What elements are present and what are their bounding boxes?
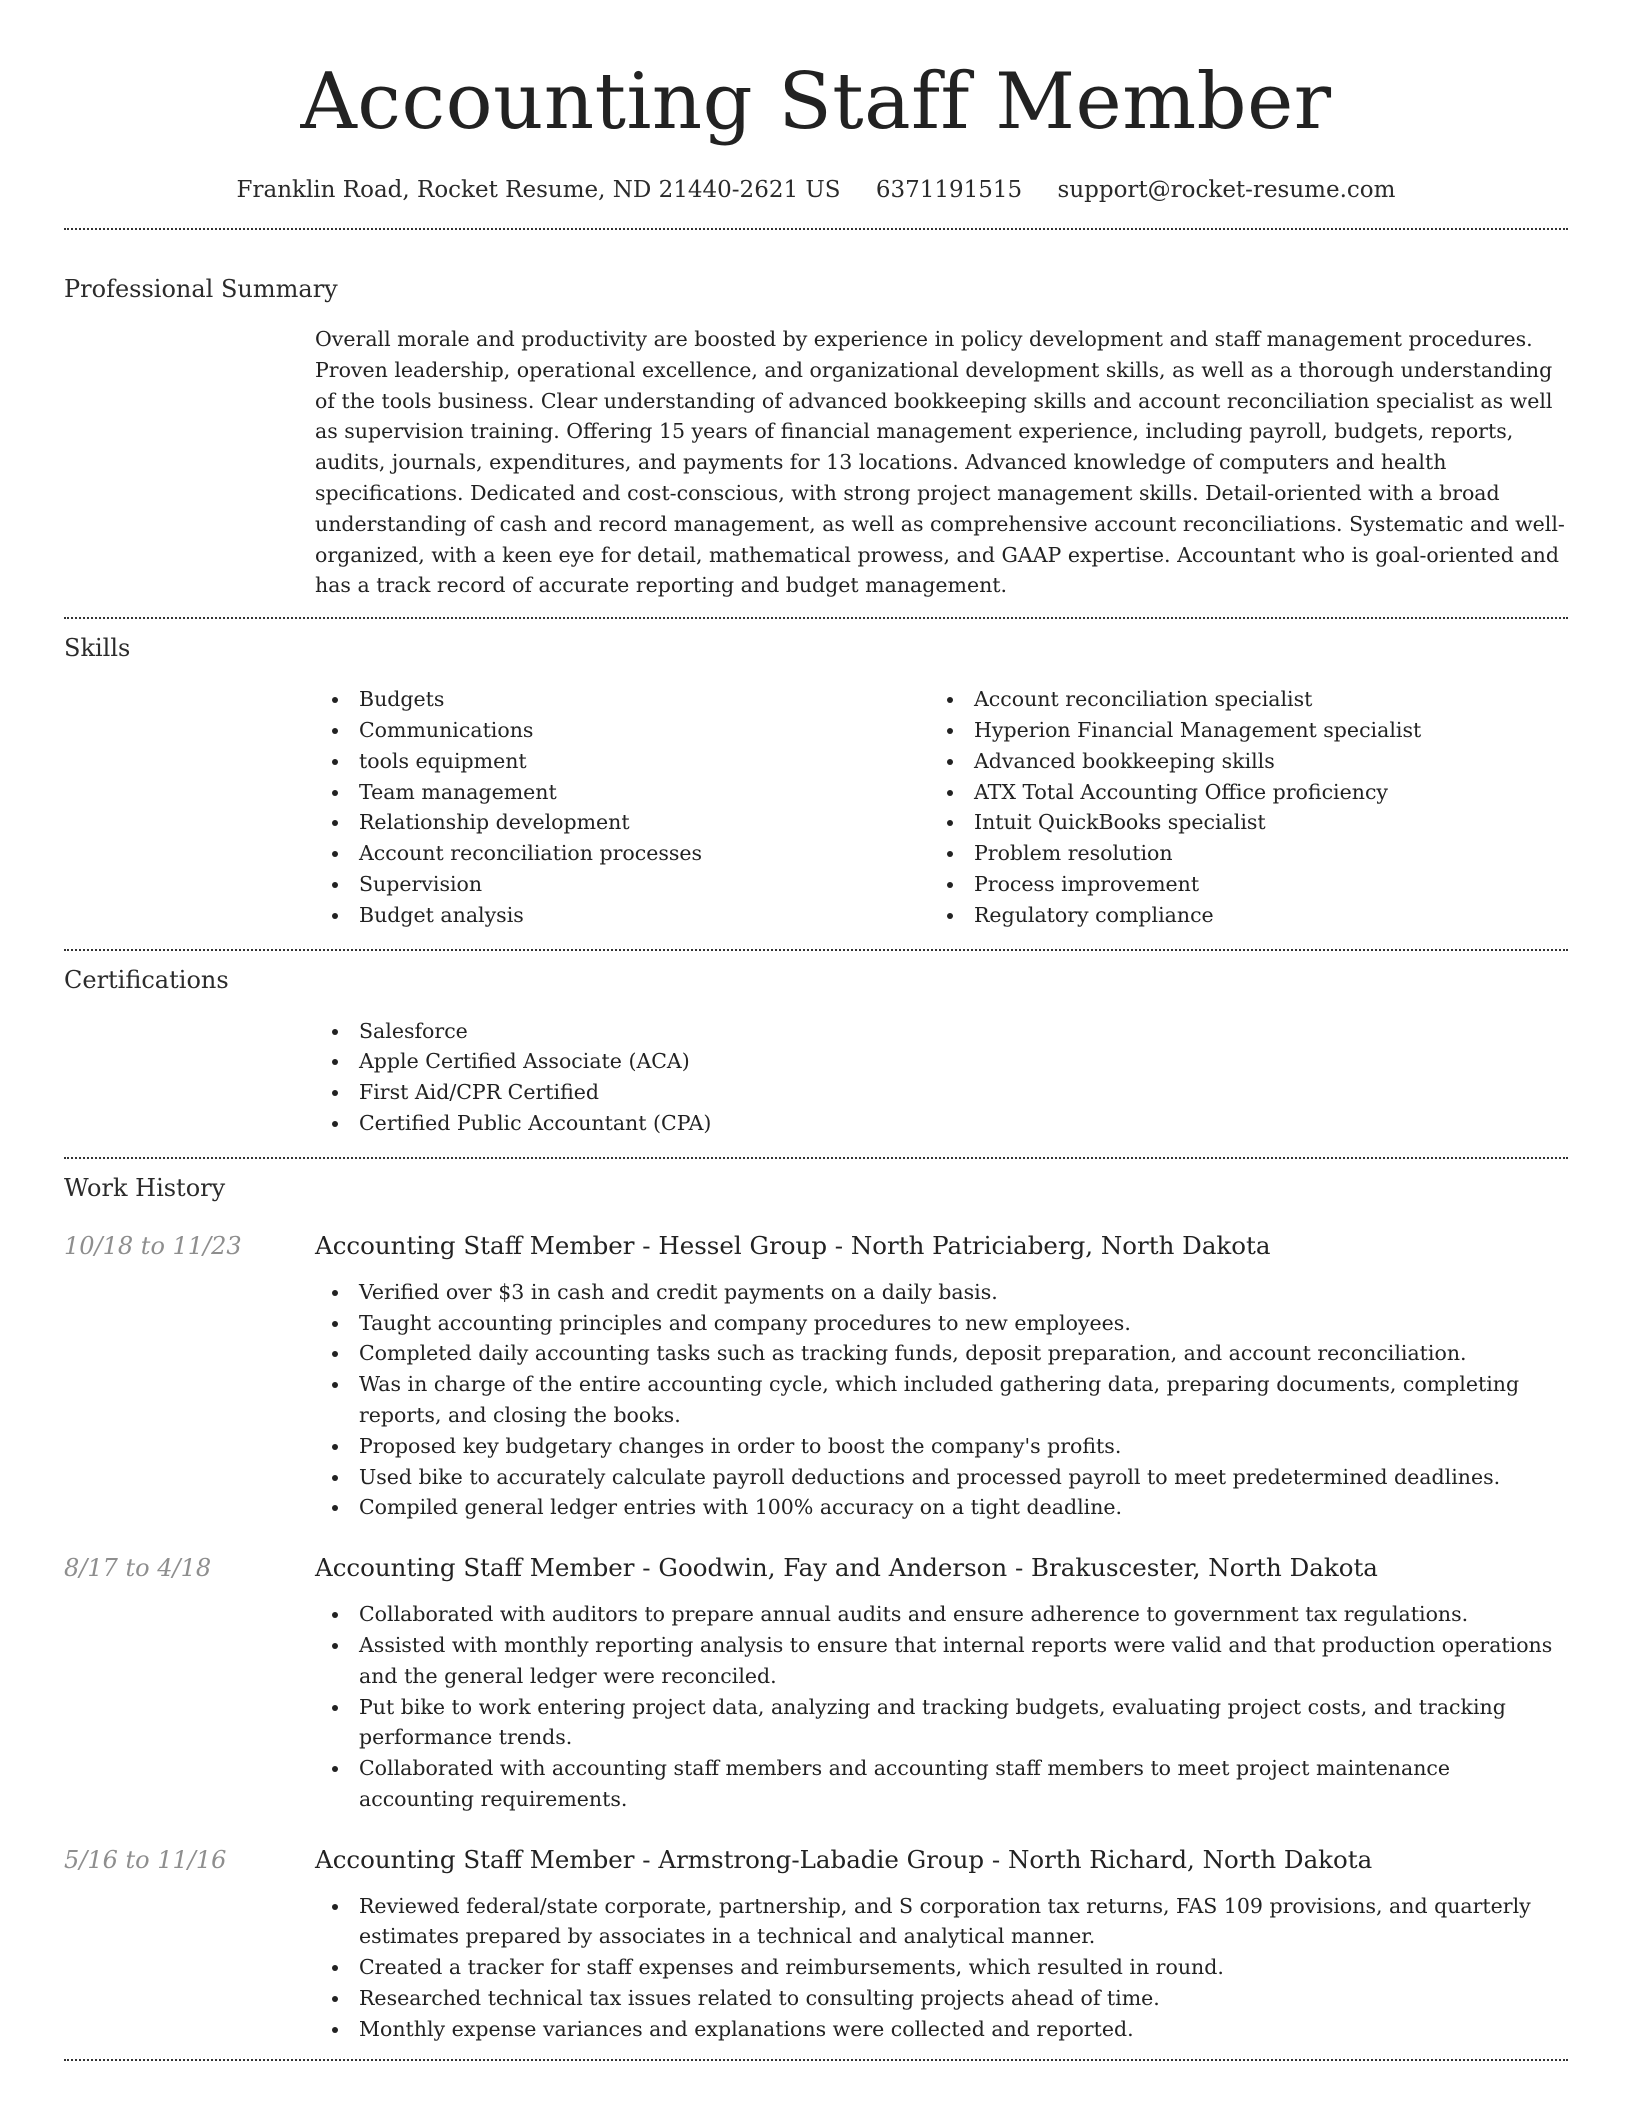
certifications-list — [315, 1016, 1568, 1139]
address: Franklin Road, Rocket Resume, ND 21440-2621 US — [236, 177, 841, 203]
job-bullets — [315, 1891, 1568, 2045]
job-bullet: Put bike to work entering project data, analyzing and tracking budgets, evaluating project costs, and tracking performance trends. — [315, 1692, 1568, 1754]
divider — [64, 949, 1568, 951]
job-details — [315, 1229, 1568, 1523]
skills-section — [64, 631, 1568, 930]
job-bullet: Reviewed federal/state corporate, partnership, and S corporation tax returns, FAS 109 provisions, and quarterly estimates prepared by associates in a technical and analytical manner. — [315, 1891, 1568, 1953]
skills-columns — [315, 684, 1568, 930]
skill-item: Problem resolution — [930, 838, 1545, 869]
jobs-container — [64, 1229, 1568, 2045]
skill-item: ATX Total Accounting Office proficiency — [930, 777, 1545, 808]
skill-item: Supervision — [315, 869, 930, 900]
divider — [64, 1157, 1568, 1159]
summary-section — [64, 272, 1568, 601]
skill-item: tools equipment — [315, 746, 930, 777]
divider — [64, 617, 1568, 619]
skill-item: Account reconciliation specialist — [930, 684, 1545, 715]
certification-item: First Aid/CPR Certified — [315, 1077, 1568, 1108]
certifications-section — [64, 963, 1568, 1139]
skill-item: Budgets — [315, 684, 930, 715]
skill-item: Intuit QuickBooks specialist — [930, 807, 1545, 838]
job-entry — [64, 1843, 1568, 2045]
skill-item: Hyperion Financial Management specialist — [930, 715, 1545, 746]
job-bullet: Compiled general ledger entries with 100% accuracy on a tight deadline. — [315, 1492, 1568, 1523]
job-bullet: Monthly expense variances and explanations were collected and reported. — [315, 2014, 1568, 2045]
job-bullet: Created a tracker for staff expenses and reimbursements, which resulted in round. — [315, 1952, 1568, 1983]
job-dates: 8/17 to 4/18 — [64, 1554, 212, 1583]
job-bullet: Was in charge of the entire accounting cycle, which included gathering data, preparing documents, completing reports, and closing the books. — [315, 1369, 1568, 1431]
job-bullet: Completed daily accounting tasks such as tracking funds, deposit preparation, and account reconciliation. — [315, 1338, 1568, 1369]
certification-item: Apple Certified Associate (ACA) — [315, 1046, 1568, 1077]
job-title: Accounting Staff Member - Hessel Group - North Patriciaberg, North Dakota — [315, 1230, 1271, 1260]
skill-item: Advanced bookkeeping skills — [930, 746, 1545, 777]
divider — [64, 228, 1568, 230]
certifications-heading: Certifications — [64, 965, 229, 994]
job-entry — [64, 1551, 1568, 1815]
job-bullet: Verified over $3 in cash and credit payments on a daily basis. — [315, 1277, 1568, 1308]
job-bullets — [315, 1277, 1568, 1523]
work-section — [64, 1171, 1568, 2045]
job-bullet: Researched technical tax issues related to consulting projects ahead of time. — [315, 1983, 1568, 2014]
job-details — [315, 1551, 1568, 1815]
job-dates: 5/16 to 11/16 — [64, 1845, 227, 1874]
skill-item: Communications — [315, 715, 930, 746]
summary-text: Overall morale and productivity are boosted by experience in policy development and staff management procedures. Proven leadership, operational excellence, and organizational development skills, as well as a thorough understanding of the tools business. Clear understanding of advanced bookkeeping skills and account reconciliation specialist as well as supervision training. Offering 15 years of financial management experience, including payroll, budgets, reports, audits, journals, expenditures, and payments for 13 locations. Advanced knowledge of computers and health specifications. Dedicated and cost-conscious, with strong project management skills. Detail-oriented with a broad understanding of cash and record management, as well as comprehensive account reconciliations. Systematic and well-organized, with a keen eye for detail, mathematical prowess, and GAAP expertise. Accountant who is goal-oriented and has a track record of accurate reporting and budget management. — [315, 327, 1565, 598]
skill-item: Process improvement — [930, 869, 1545, 900]
job-bullet: Collaborated with accounting staff members and accounting staff members to meet project maintenance accounting requirements. — [315, 1753, 1568, 1815]
candidate-name: Accounting Staff Member — [300, 57, 1332, 147]
job-bullet: Assisted with monthly reporting analysis to ensure that internal reports were valid and that production operations and the general ledger were reconciled. — [315, 1630, 1568, 1692]
job-bullet: Collaborated with auditors to prepare annual audits and ensure adherence to government tax regulations. — [315, 1599, 1568, 1630]
skills-list-right — [930, 684, 1545, 930]
job-bullet: Taught accounting principles and company procedures to new employees. — [315, 1308, 1568, 1339]
skills-list-left — [315, 684, 930, 930]
work-heading: Work History — [64, 1173, 226, 1202]
skill-item: Budget analysis — [315, 900, 930, 931]
job-dates: 10/18 to 11/23 — [64, 1231, 242, 1260]
divider — [64, 2059, 1568, 2061]
skill-item: Account reconciliation processes — [315, 838, 930, 869]
summary-heading: Professional Summary — [64, 275, 338, 303]
job-details — [315, 1843, 1568, 2045]
contact-line — [64, 172, 1568, 208]
certification-item: Salesforce — [315, 1016, 1568, 1047]
job-entry — [64, 1229, 1568, 1523]
email: support@rocket-resume.com — [1057, 177, 1396, 203]
job-bullets — [315, 1599, 1568, 1815]
certifications-body — [315, 1016, 1568, 1139]
job-title: Accounting Staff Member - Armstrong-Labadie Group - North Richard, North Dakota — [315, 1844, 1373, 1874]
job-title: Accounting Staff Member - Goodwin, Fay and Anderson - Brakuscester, North Dakota — [315, 1553, 1378, 1583]
skill-item: Team management — [315, 777, 930, 808]
certification-item: Certified Public Accountant (CPA) — [315, 1108, 1568, 1139]
job-bullet: Used bike to accurately calculate payroll deductions and processed payroll to meet predetermined deadlines. — [315, 1462, 1568, 1493]
skill-item: Relationship development — [315, 807, 930, 838]
skills-heading: Skills — [64, 634, 131, 663]
skill-item: Regulatory compliance — [930, 900, 1545, 931]
phone: 6371191515 — [875, 177, 1023, 203]
job-bullet: Proposed key budgetary changes in order to boost the company's profits. — [315, 1431, 1568, 1462]
